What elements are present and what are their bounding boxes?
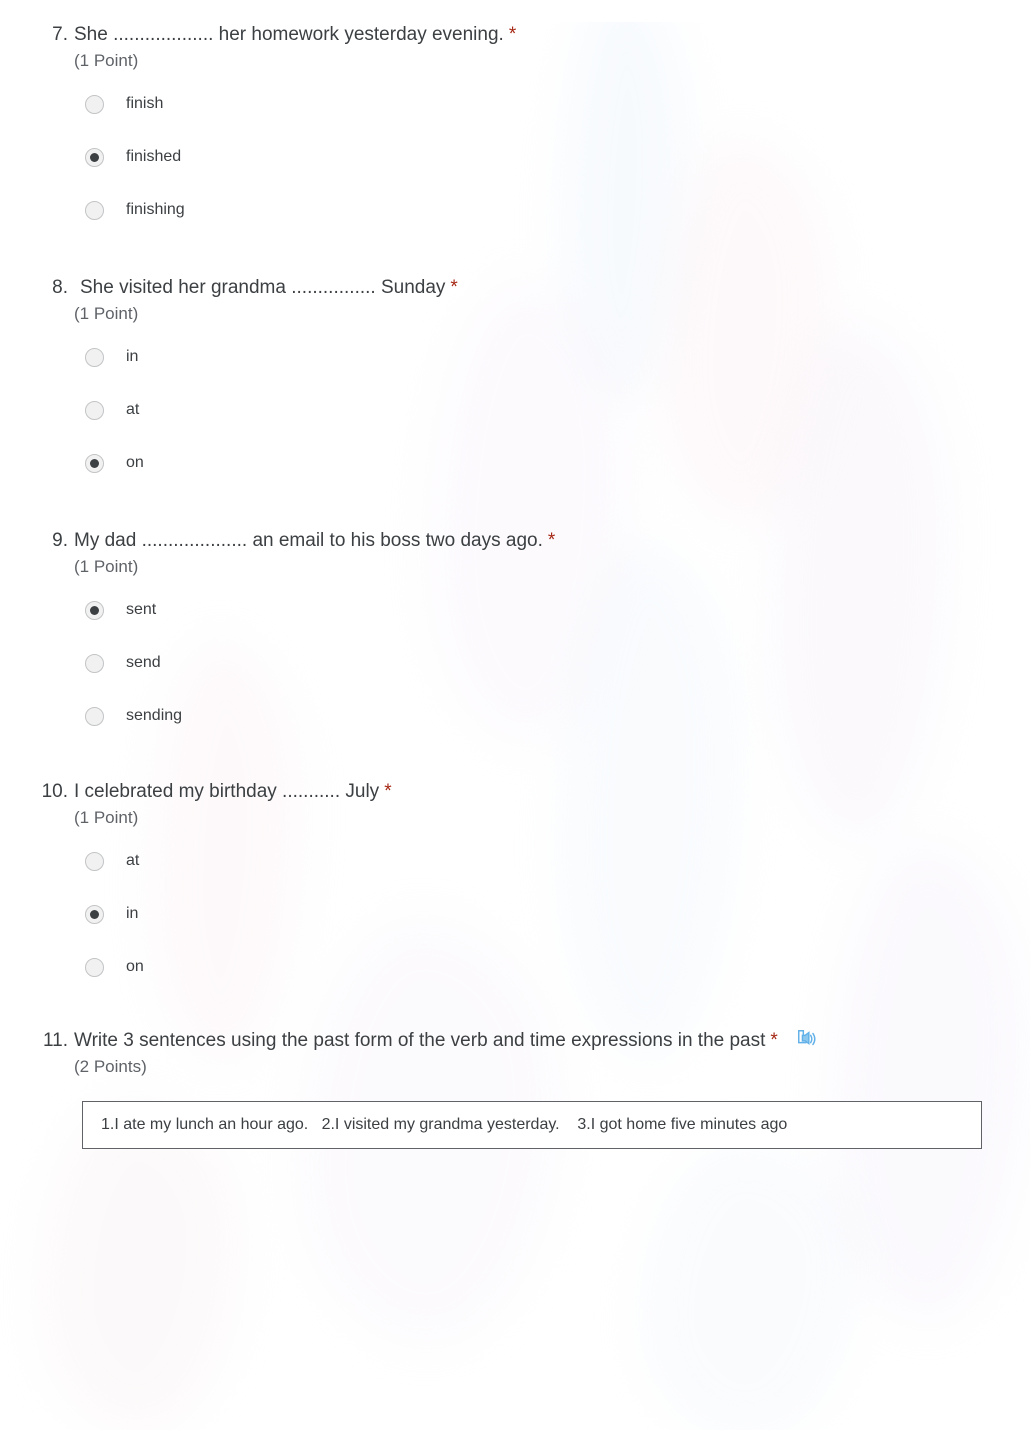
question-7-text: She ................... her homework yesterday evening. [74,24,504,45]
question-9-text: My dad .................... an email to his boss two days ago. [74,530,543,551]
question-7-header [40,22,990,47]
option-row[interactable] [85,193,990,227]
question-8 [40,275,990,480]
question-10-number: 10. [41,781,68,802]
question-7-points: (1 Point) [74,51,139,70]
option-row[interactable] [85,897,990,931]
option-label: in [126,348,139,365]
question-9-options [85,593,990,733]
question-11-header [40,1028,990,1053]
question-10-points: (1 Point) [74,808,139,827]
option-label: sending [126,707,183,724]
answer-textbox[interactable] [82,1101,982,1149]
option-row[interactable] [85,446,990,480]
question-8-number: 8. [52,277,68,298]
answer-text: 1.I ate my lunch an hour ago. 2.I visited my grandma yesterday. 3.I got home five minutes ago [101,1116,788,1133]
question-11 [40,1028,990,1149]
option-label: at [126,401,140,418]
option-row[interactable] [85,593,990,627]
question-9-number: 9. [52,530,68,551]
question-8-options [85,340,990,480]
radio-icon[interactable] [85,201,104,220]
radio-icon[interactable] [85,348,104,367]
question-10-required-marker: * [384,781,392,802]
option-label: at [126,852,140,869]
question-11-number: 11. [42,1030,68,1051]
option-row[interactable] [85,340,990,374]
option-row[interactable] [85,844,990,878]
question-9 [40,528,990,733]
question-7-number: 7. [52,24,68,45]
option-label: on [126,958,144,975]
question-9-required-marker: * [547,530,556,551]
option-row[interactable] [85,140,990,174]
option-row[interactable] [85,699,990,733]
option-row[interactable] [85,646,990,680]
question-8-required-marker: * [450,277,458,298]
option-label: sent [126,601,157,618]
radio-icon[interactable] [85,95,104,114]
radio-icon[interactable] [85,148,104,167]
option-label: in [126,905,139,922]
question-8-text: She visited her grandma ................ Sunday [80,277,446,298]
question-10-header [40,779,990,804]
radio-icon[interactable] [85,958,104,977]
question-8-points: (1 Point) [74,304,139,323]
option-row[interactable] [85,87,990,121]
question-7-options [85,87,990,227]
radio-icon[interactable] [85,654,104,673]
question-11-points: (2 Points) [74,1057,147,1076]
option-label: finishing [126,201,185,218]
question-11-required-marker: * [770,1030,778,1051]
question-11-text: Write 3 sentences using the past form of the verb and time expressions in the past [74,1030,766,1051]
radio-icon[interactable] [85,401,104,420]
option-row[interactable] [85,393,990,427]
quiz-page [0,22,1030,1149]
question-9-header [40,528,990,553]
radio-icon[interactable] [85,454,104,473]
question-7 [40,22,990,227]
radio-icon[interactable] [85,905,104,924]
question-10 [40,779,990,984]
question-7-required-marker: * [508,24,517,45]
question-8-header [40,275,990,300]
option-label: finished [126,148,182,165]
question-9-points: (1 Point) [74,557,139,576]
question-10-text: I celebrated my birthday ........... July [74,781,380,802]
question-10-options [85,844,990,984]
radio-icon[interactable] [85,707,104,726]
radio-icon[interactable] [85,601,104,620]
option-label: finish [126,95,164,112]
option-label: send [126,654,161,671]
radio-icon[interactable] [85,852,104,871]
option-row[interactable] [85,950,990,984]
option-label: on [126,454,144,471]
audio-speaker-icon[interactable] [796,1028,818,1050]
